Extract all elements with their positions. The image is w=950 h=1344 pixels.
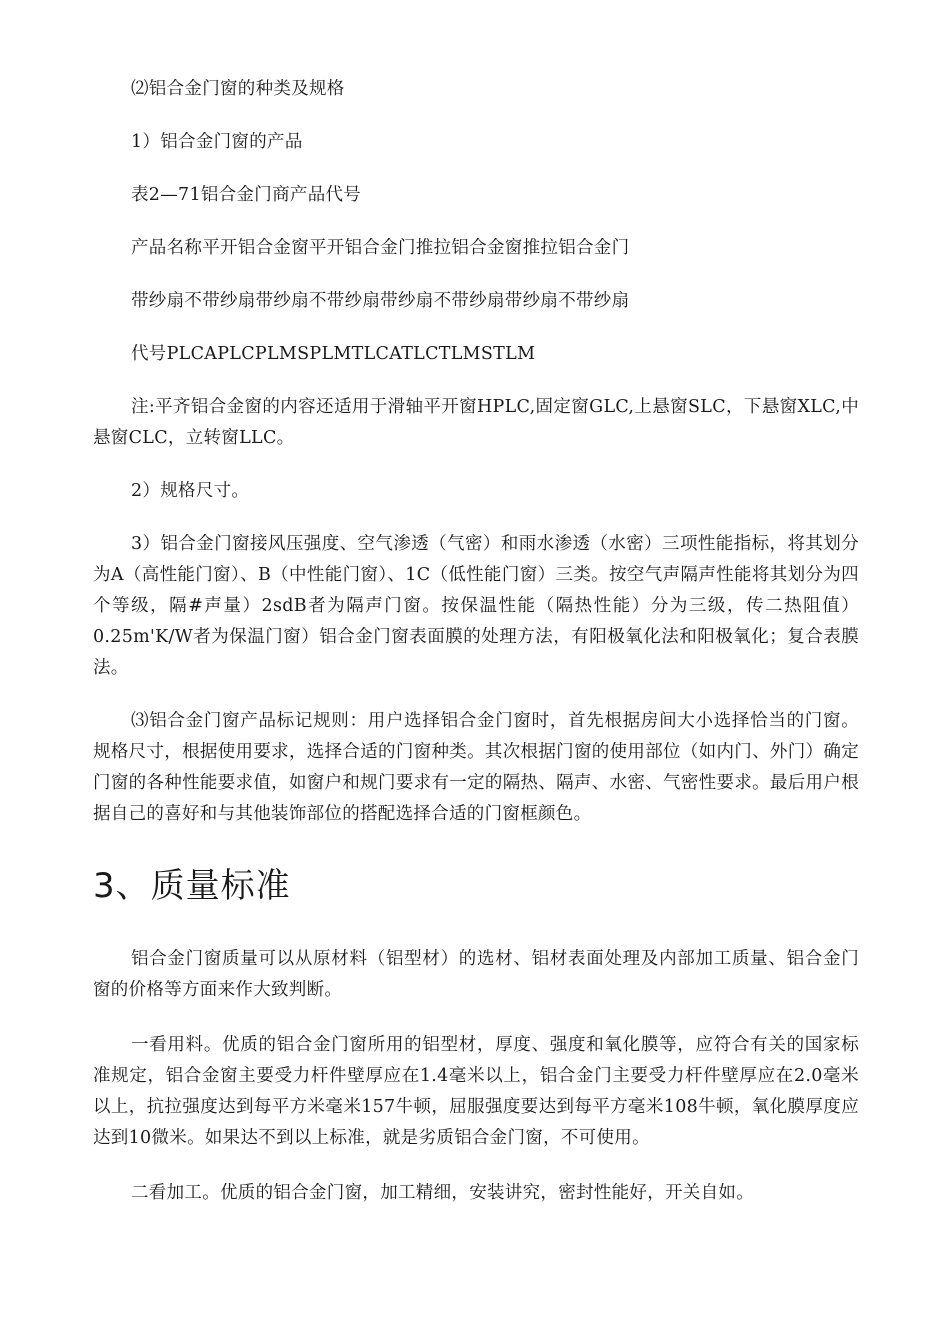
processing-paragraph: 二看加工。优质的铝合金门窗，加工精细，安装讲究，密封性能好，开关自如。	[131, 1183, 754, 1203]
quality-intro-paragraph: 铝合金门窗质量可以从原材料（铝型材）的选材、铝材表面处理及内部加工质量、铝合金门窗的价格等方面来作大致判断。	[93, 949, 859, 1000]
performance-paragraph: 3）铝合金门窗接风压强度、空气渗透（气密）和雨水渗透（水密）三项性能指标，将其划分为A（高性能门窗）、B（中性能门窗）、1C（低性能门窗）三类。按空气声隔声性能将其划分为四个等级，隔#声量）2sdB者为隔声门窗。按保温性能（隔热性能）分为三级，传二热阻值）0.25m'K/W者为保温门窗）铝合金门窗表面膜的处理方法，有阳极氧化法和阳极氧化；复合表膜法。	[93, 534, 859, 678]
item-products-title: 1）铝合金门窗的产品	[131, 132, 303, 152]
section-heading: 3、质量标准	[93, 866, 291, 906]
materials-paragraph: 一看用料。优质的铝合金门窗所用的铝型材，厚度、强度和氧化膜等，应符合有关的国家标准规定，铝合金窗主要受力杆件壁厚应在1.4毫米以上，铝合金门主要受力杆件壁厚应在2.0毫米以上，抗拉强度达到每平方米毫米157牛顿，屈服强度要达到每平方毫米108牛顿，氧化膜厚度应达到10微米。如果达不到以上标准，就是劣质铝合金门窗，不可使用。	[93, 1035, 859, 1148]
marking-rules-paragraph: ⑶铝合金门窗产品标记规则：用户选择铝合金门窗时，首先根据房间大小选择恰当的门窗。规格尺寸，根据使用要求，选择合适的门窗种类。其次根据门窗的使用部位（如内门、外门）确定门窗的各种性能要求值，如窗户和规门要求有一定的隔热、隔声、水密、气密性要求。最后用户根据自己的喜好和与其他装饰部位的搭配选择合适的门窗框颜色。	[93, 711, 859, 824]
note-paragraph: 注:平齐铝合金窗的内容还适用于滑轴平开窗HPLC,固定窗GLC,上悬窗SLC，下悬窗XLC,中悬窗CLC，立转窗LLC。	[93, 397, 859, 448]
product-names-line: 产品名称平开铝合金窗平开铝合金门推拉铝合金窗推拉铝合金门	[131, 238, 630, 258]
code-line: 代号PLCAPLCPLMSPLMTLCATLCTLMSTLM	[131, 344, 536, 364]
screen-sash-line: 带纱扇不带纱扇带纱扇不带纱扇带纱扇不带纱扇带纱扇不带纱扇	[131, 291, 630, 311]
document-page	[93, 64, 859, 1209]
table-caption: 表2—71铝合金门商产品代号	[131, 185, 362, 205]
item-size-title: 2）规格尺寸。	[131, 481, 250, 501]
subsection-title-types: ⑵铝合金门窗的种类及规格	[131, 79, 345, 99]
